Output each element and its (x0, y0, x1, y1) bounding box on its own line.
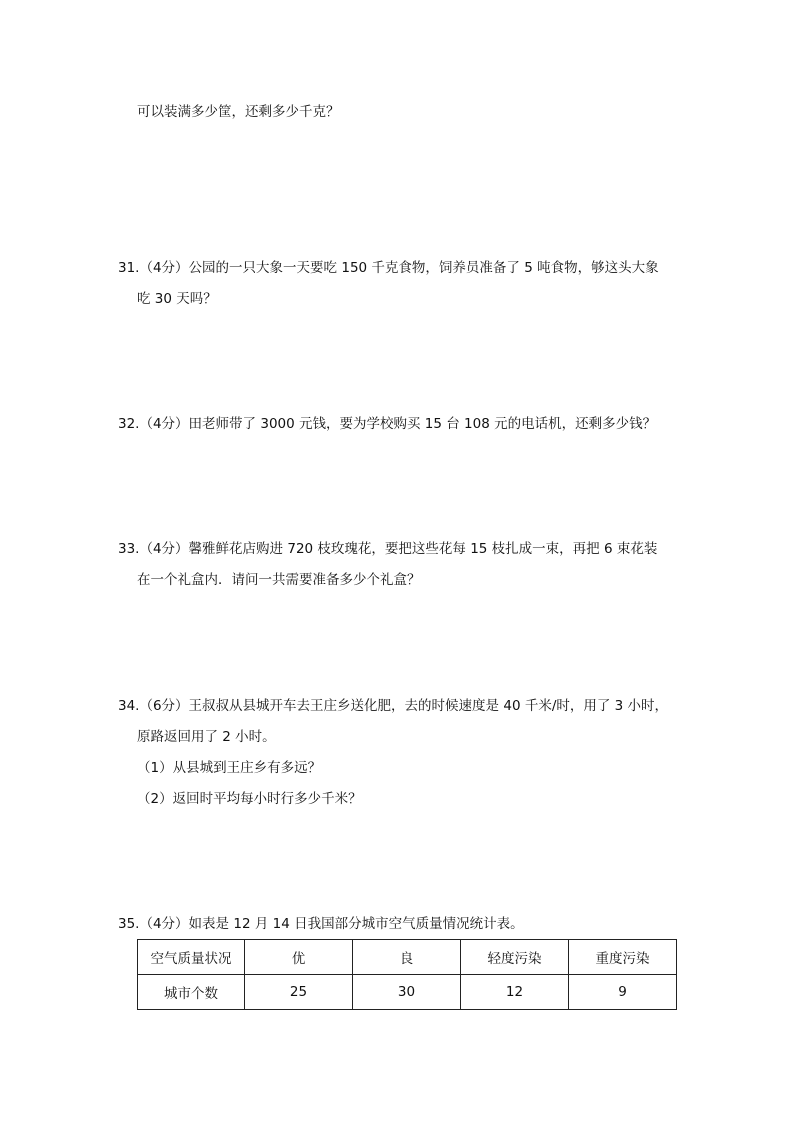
table-cell: 30 (353, 975, 461, 1010)
table-header-row (138, 940, 677, 975)
question-34-sub-1: （1）从县城到王庄乡有多远？ (137, 760, 322, 776)
question-35-line-1: 35.（4分）如表是 12 月 14 日我国部分城市空气质量情况统计表。 (118, 916, 524, 932)
table-header-cell: 优 (245, 940, 353, 975)
question-31-line-2: 吃 30 天吗？ (137, 291, 217, 307)
table-row-label: 城市个数 (138, 975, 245, 1010)
question-31-line-1: 31.（4分）公园的一只大象一天要吃 150 千克食物，饲养员准备了 5 吨食物，够这头大象 (118, 260, 659, 276)
table-cell: 12 (461, 975, 569, 1010)
question-34-sub-2: （2）返回时平均每小时行多少千米？ (137, 791, 362, 807)
table-row (138, 975, 677, 1010)
table-cell: 25 (245, 975, 353, 1010)
question-34-line-1: 34.（6分）王叔叔从县城开车去王庄乡送化肥，去的时候速度是 40 千米/时，用了 3 小时， (118, 698, 669, 714)
table-header-cell: 重度污染 (569, 940, 677, 975)
question-33-line-2: 在一个礼盒内．请问一共需要准备多少个礼盒？ (137, 572, 421, 588)
question-33-line-1: 33.（4分）馨雅鲜花店购进 720 枝玫瑰花，要把这些花每 15 枝扎成一束，再把 6 束花装 (118, 541, 658, 557)
continuation-text: 可以装满多少筐，还剩多少千克？ (137, 104, 340, 120)
air-quality-table (137, 939, 677, 1010)
question-32-line-1: 32.（4分）田老师带了 3000 元钱，要为学校购买 15 台 108 元的电话机，还剩多少钱？ (118, 416, 657, 432)
table-header-label: 空气质量状况 (138, 940, 245, 975)
table-header-cell: 良 (353, 940, 461, 975)
table-cell: 9 (569, 975, 677, 1010)
question-34-line-2: 原路返回用了 2 小时。 (137, 729, 276, 745)
table-header-cell: 轻度污染 (461, 940, 569, 975)
